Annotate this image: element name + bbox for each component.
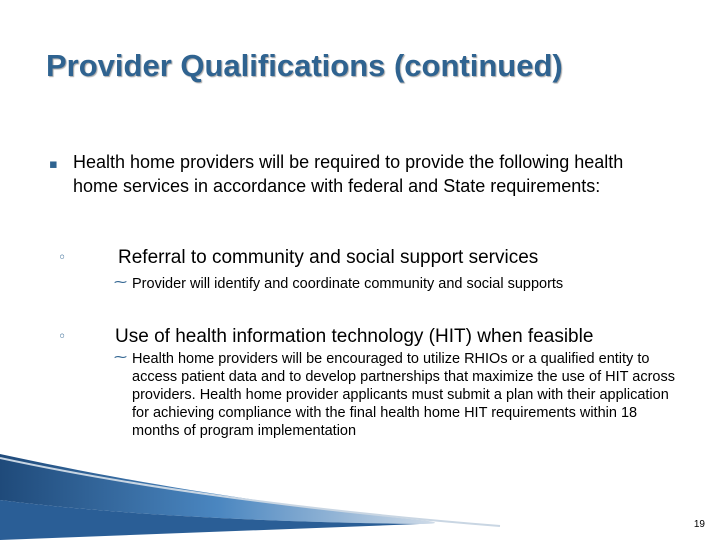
- sub-item-detail: Health home providers will be encouraged to utilize RHIOs or a qualified entity to access patient data and to develop partnerships that maximize the use of HIT across providers. Health home provider applicants must submit a plan with their application for achieving compliance with the final health home HIT requirements within 18 months of program implementation: [132, 351, 675, 439]
- sub-item-detail: Provider will identify and coordinate community and social supports: [132, 276, 564, 292]
- square-bullet-icon: ▪: [49, 157, 58, 172]
- page-number: 19: [693, 519, 705, 530]
- decorative-swoosh: [0, 440, 720, 540]
- curl-bullet-icon: ⁓: [114, 275, 127, 290]
- main-bullet-text: Health home providers will be required to provide the following health home services in accordance with federal and State requirements:: [73, 152, 624, 196]
- curl-bullet-icon: ⁓: [114, 350, 127, 365]
- ring-bullet-icon: ◦: [58, 250, 67, 266]
- ring-bullet-icon: ◦: [58, 329, 67, 345]
- slide-title: Provider Qualifications (continued): [46, 48, 563, 83]
- sub-item-heading: Referral to community and social support services: [118, 247, 539, 268]
- sub-item-heading: Use of health information technology (HIT) when feasible: [115, 326, 594, 347]
